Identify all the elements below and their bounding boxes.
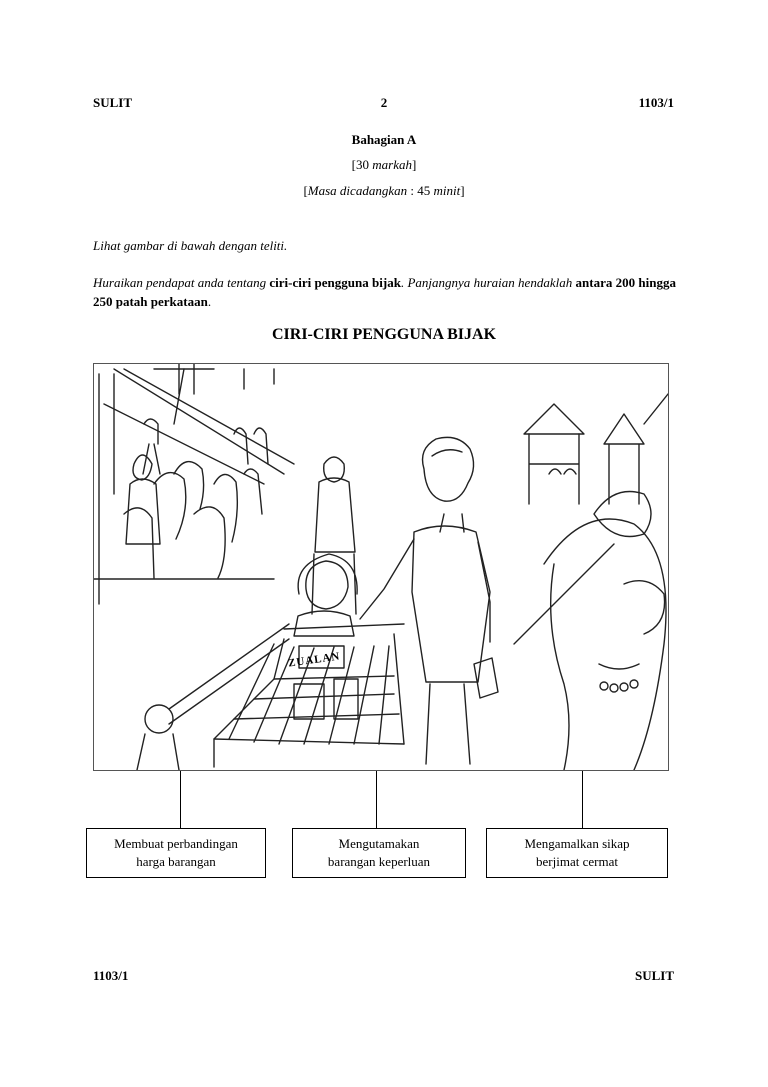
figure-title: CIRI-CIRI PENGGUNA BIJAK bbox=[271, 326, 497, 343]
instruction-look: Lihat gambar di bawah dengan teliti. bbox=[93, 238, 288, 253]
shopping-cart-drawing bbox=[214, 624, 404, 767]
child-drawing bbox=[294, 554, 357, 636]
connector-line-2 bbox=[376, 771, 377, 828]
header-left-classification: SULIT bbox=[93, 95, 133, 110]
footer-classification: SULIT bbox=[634, 968, 674, 983]
connector-line-3 bbox=[582, 771, 583, 828]
section-time: [Masa dicadangkan : 45 minit] bbox=[303, 183, 465, 198]
line-drawing bbox=[94, 364, 668, 770]
woman-drawing bbox=[514, 492, 666, 771]
point-box-prioritize-needs: Mengutamakan barangan keperluan bbox=[292, 828, 466, 878]
cart-label: ZUALAN bbox=[287, 650, 342, 670]
shopping-illustration bbox=[93, 363, 669, 771]
point-box-compare-prices: Membuat perbandingan harga barangan bbox=[86, 828, 266, 878]
crowd-drawing bbox=[124, 419, 356, 614]
connector-line-1 bbox=[180, 771, 181, 828]
header-right-paper-code: 1103/1 bbox=[638, 95, 674, 110]
escalator-drawing bbox=[94, 364, 294, 604]
instruction-question: Huraikan pendapat anda tentang ciri-ciri pengguna bijak. Panjangnya huraian hendaklah antara 200 hingga 250 patah perkataan. bbox=[93, 275, 677, 309]
footer-paper-code: 1103/1 bbox=[93, 968, 129, 983]
section-title: Bahagian A bbox=[351, 132, 417, 147]
railing-drawing bbox=[137, 624, 289, 770]
point-box-practice-thrift: Mengamalkan sikap berjimat cermat bbox=[486, 828, 668, 878]
stall-drawing bbox=[524, 394, 668, 504]
section-marks: [30 markah] bbox=[351, 157, 417, 172]
header-page-number: 2 bbox=[380, 95, 388, 110]
